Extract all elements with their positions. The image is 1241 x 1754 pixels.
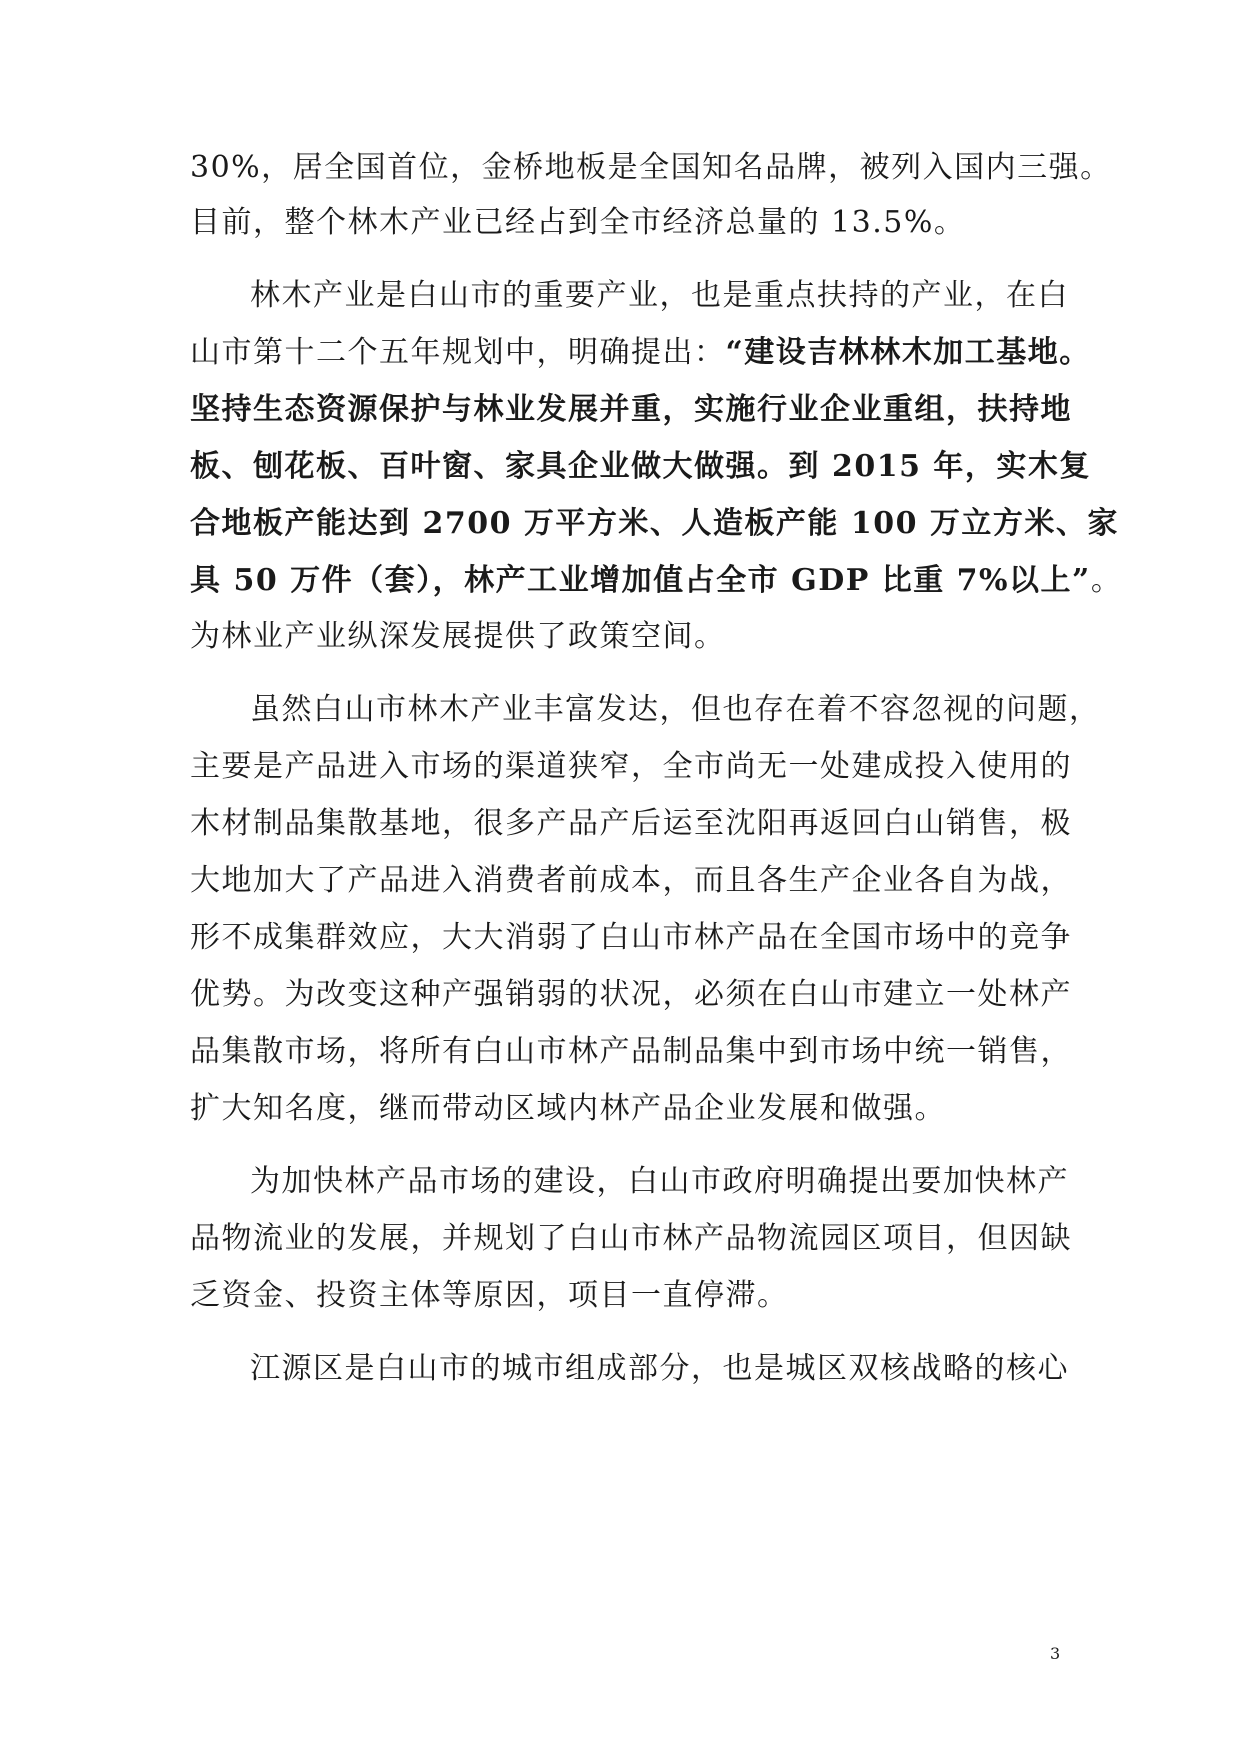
paragraph-2-quote-end: 具 50 万件（套），林产工业增加值占全市 GDP 比重 7%以上” — [190, 563, 1091, 598]
paragraph-4-line-1: 为加快林产品市场的建设，白山市政府明确提出要加快林产 — [250, 1164, 1069, 1199]
paragraph-3-line-3: 木材制品集散基地，很多产品产后运至沈阳再返回白山销售，极 — [190, 806, 1072, 841]
paragraph-2-line-6 — [190, 561, 1123, 601]
paragraph-2-line-1: 林木产业是白山市的重要产业，也是重点扶持的产业，在白 — [250, 278, 1069, 313]
paragraph-2-line-5: 合地板产能达到 2700 万平方米、人造板产能 100 万立方米、家 — [190, 506, 1119, 541]
paragraph-4-line-3: 乏资金、投资主体等原因，项目一直停滞。 — [190, 1278, 789, 1313]
paragraph-3-line-1: 虽然白山市林木产业丰富发达，但也存在着不容忽视的问题， — [250, 692, 1101, 727]
paragraph-1-line-1: 30%，居全国首位，金桥地板是全国知名品牌，被列入国内三强。 — [190, 150, 1112, 185]
paragraph-2-line-2 — [190, 333, 1091, 373]
paragraph-2-line-7: 为林业产业纵深发展提供了政策空间。 — [190, 619, 726, 654]
paragraph-1-line-2: 目前，整个林木产业已经占到全市经济总量的 13.5%。 — [190, 205, 966, 240]
paragraph-3-line-2: 主要是产品进入市场的渠道狭窄，全市尚无一处建成投入使用的 — [190, 749, 1072, 784]
paragraph-2-line-6-punct: 。 — [1090, 563, 1123, 598]
paragraph-2-line-4: 板、刨花板、百叶窗、家具企业做大做强。到 2015 年，实木复 — [190, 449, 1091, 484]
paragraph-3-line-6: 优势。为改变这种产强销弱的状况，必须在白山市建立一处林产 — [190, 977, 1072, 1012]
paragraph-2-quote-start: “建设吉林林木加工基地。 — [725, 335, 1091, 370]
paragraph-5-line-1: 江源区是白山市的城市组成部分，也是城区双核战略的核心 — [250, 1351, 1069, 1386]
paragraph-4-line-2: 品物流业的发展，并规划了白山市林产品物流园区项目，但因缺 — [190, 1221, 1072, 1256]
paragraph-2-line-3: 坚持生态资源保护与林业发展并重，实施行业企业重组，扶持地 — [190, 392, 1072, 427]
paragraph-3-line-8: 扩大知名度，继而带动区域内林产品企业发展和做强。 — [190, 1091, 946, 1126]
page-number: 3 — [1050, 1644, 1061, 1663]
paragraph-3-line-4: 大地加大了产品进入消费者前成本，而且各生产企业各自为战， — [190, 863, 1072, 898]
paragraph-3-line-5: 形不成集群效应，大大消弱了白山市林产品在全国市场中的竞争 — [190, 920, 1072, 955]
paragraph-2-line-2-text: 山市第十二个五年规划中，明确提出： — [190, 335, 726, 370]
paragraph-3-line-7: 品集散市场，将所有白山市林产品制品集中到市场中统一销售， — [190, 1034, 1072, 1069]
